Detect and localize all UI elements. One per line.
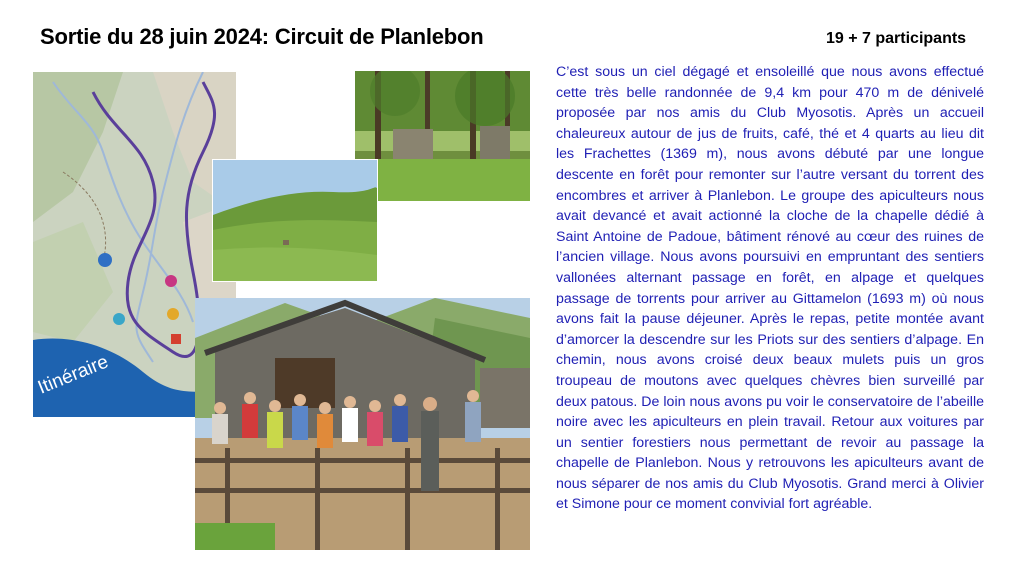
forest-ruins-photo [355, 71, 530, 201]
outing-description: C’est sous un ciel dégagé et ensoleillé que nous avons effectué cette très belle randonnée de 9,4 km pour 470 m de dénivelé proposée par nos amis du Club Myosotis. Après un accueil chaleureux autour de jus de fruits, café, thé et 4 quarts au lieu dit les Frachettes (1369 m), nous avons débuté par une longue descente en forêt pour remonter sur l’autre versant du torrent des encombres et arriver à Planlebon. Le groupe des apiculteurs nous avait devancé et avait actionné la cloche de la chapelle dédié à Saint Antoine de Padoue, bâtiment rénové au cœur des ruines de l’ancien village. Nous avons poursuivi en empruntant des sentiers vallonées alternant passage en forêt, en alpage et quelques passage de torrents pour arriver au Gittamelon (1693 m) où nous avons fait la pause déjeuner. Après le repas, petite montée avant d’amorcer la descendre sur les Priots sur des sentiers d’alpage. En chemin, nous avons croisé deux beaux mulets puis un gros troupeau de moutons avec quelques chèvres bien surveillé par deux patous. De loin nous avons pu voir le conservatoire de l’abeille noire avec les apiculteurs en plein travail. Retour aux voitures par un sentier forestiers nous permettant de revoir au passage la chapelle de Planlebon. Nous y retrouvons les apiculteurs avant de nous séparer de nos amis du Club Myosotis. Grand merci à Olivier et Simone pour ce moment convivial fort agréable. [556, 64, 984, 513]
participants-count: 19 + 7 participants [826, 30, 967, 47]
map-itinerary-label: Itinéraire [35, 351, 112, 399]
alpine-meadow-photo [213, 160, 377, 281]
slide-title: Sortie du 28 juin 2024: Circuit de Planlebon [40, 24, 484, 49]
group-photo [195, 298, 530, 550]
